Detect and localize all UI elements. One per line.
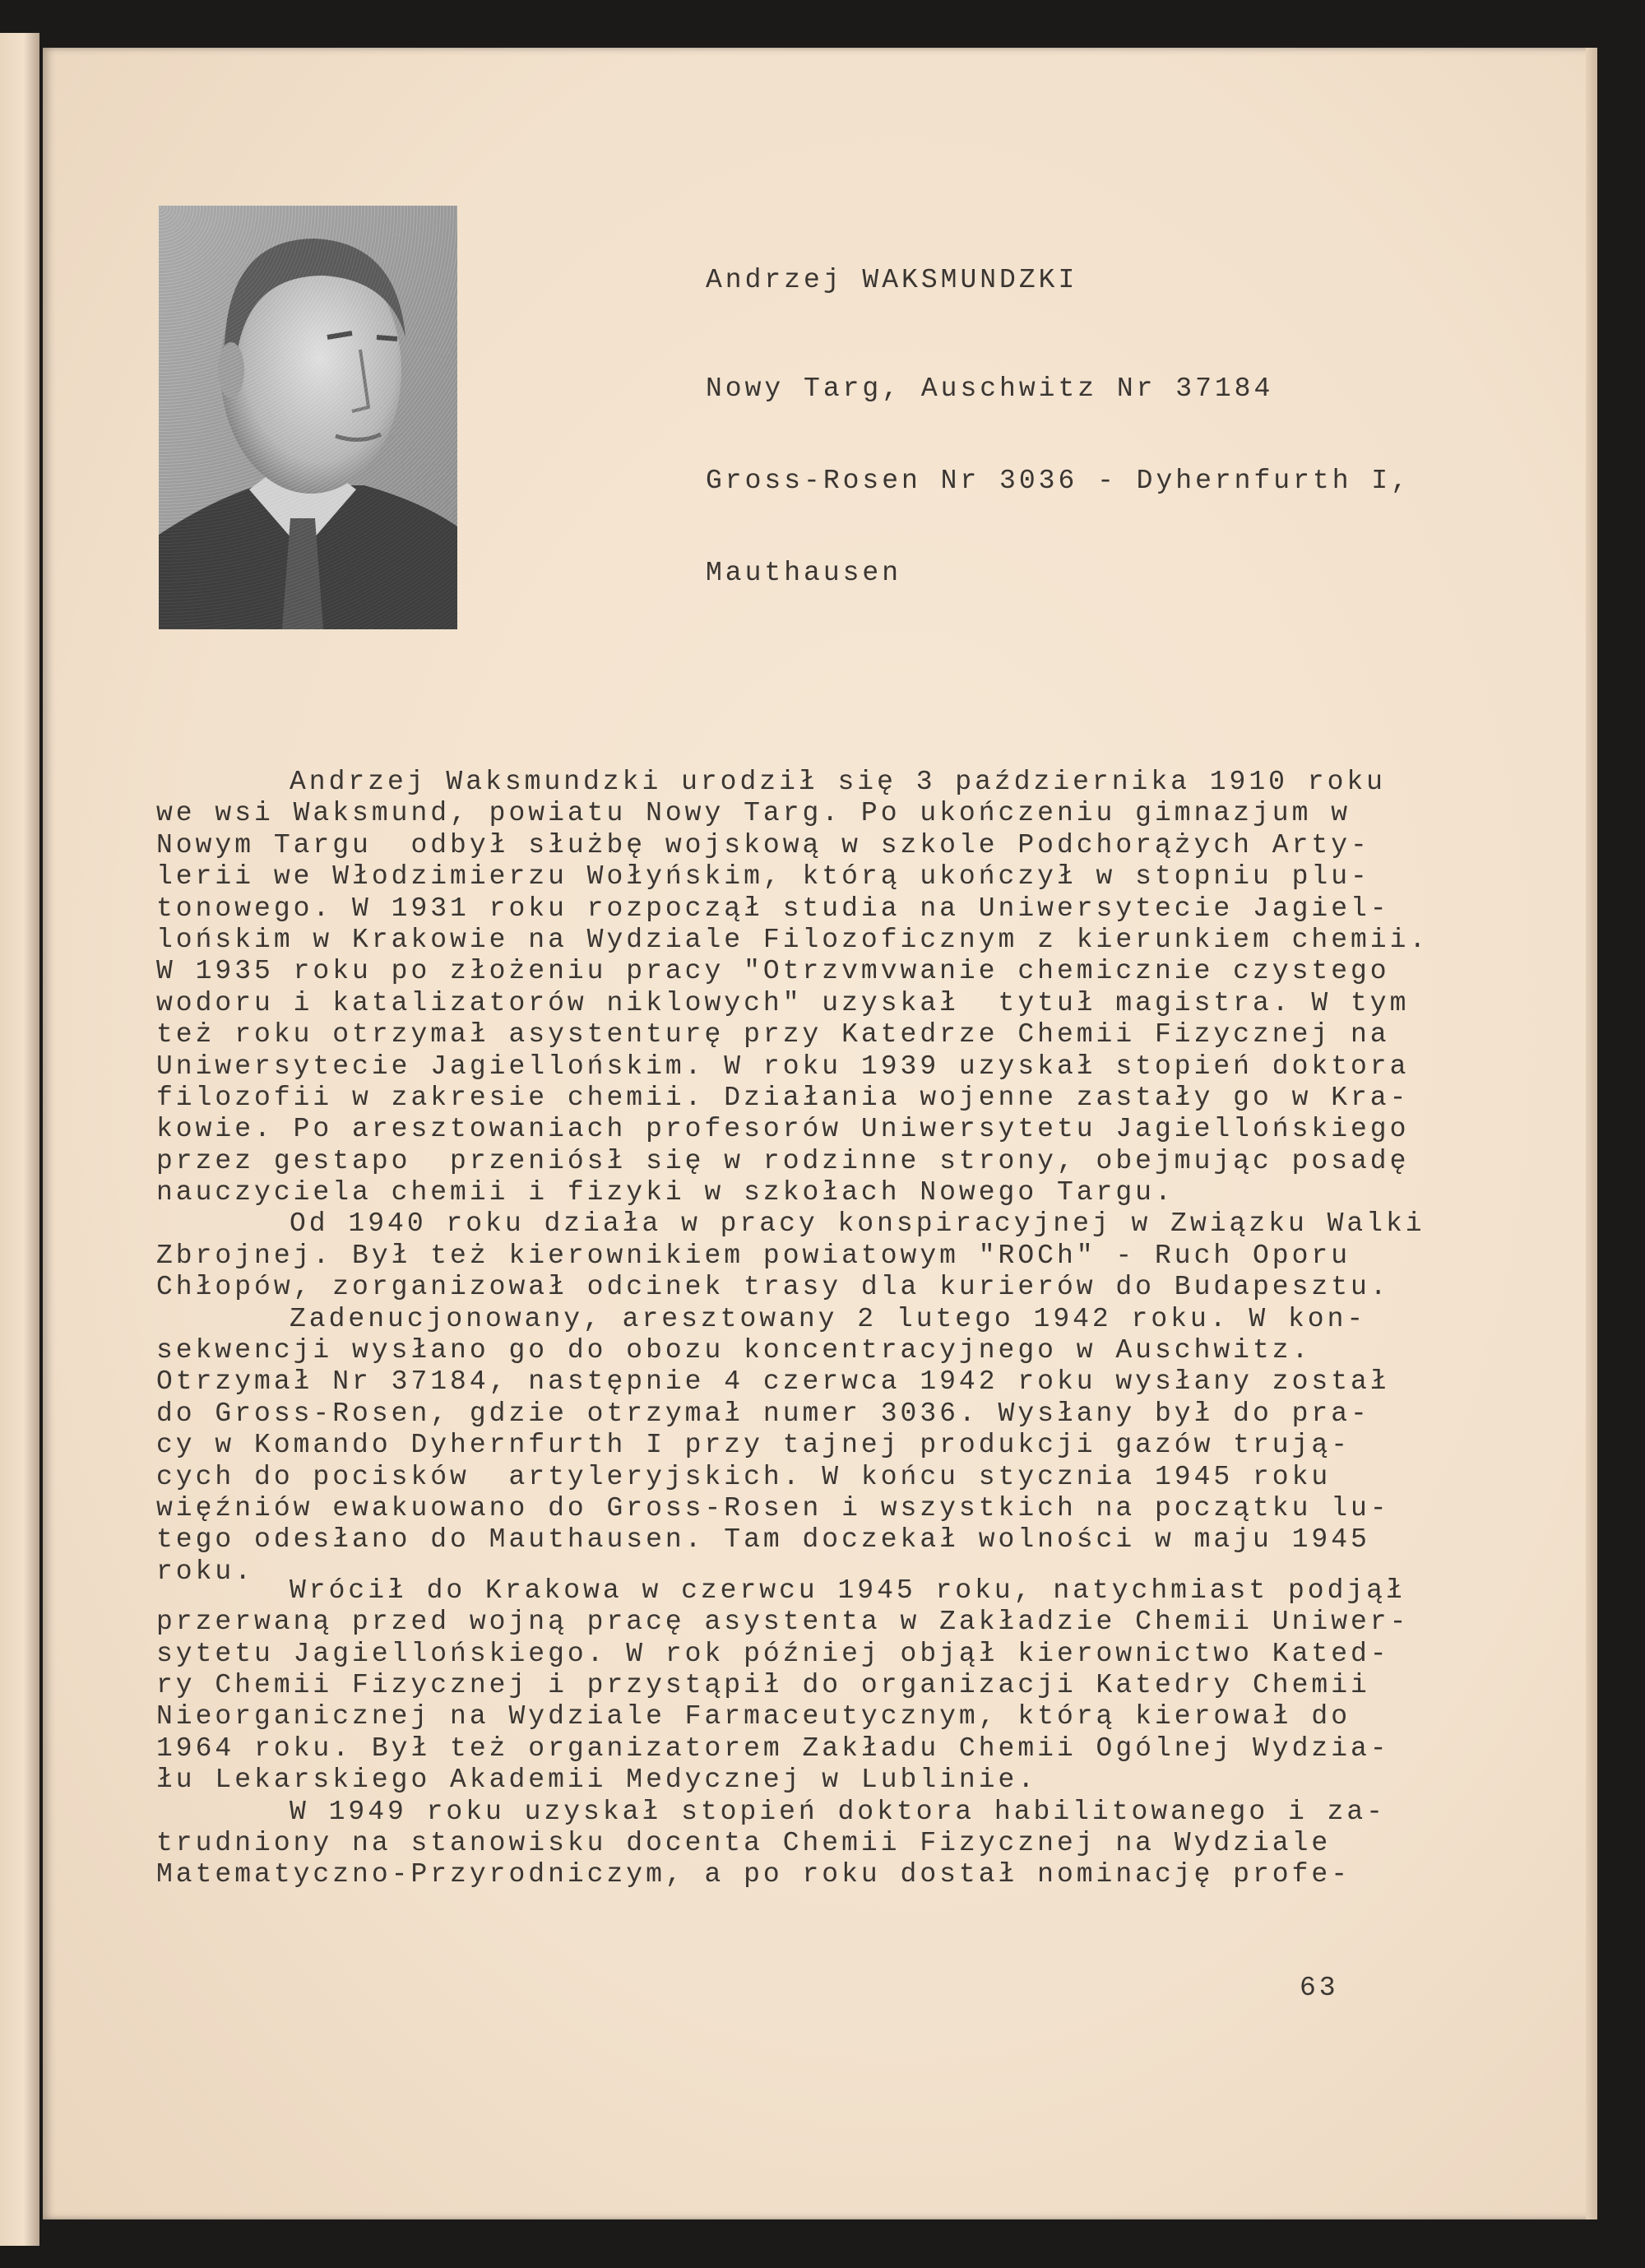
text-line: przez gestapo przeniósł się w rodzinne strony, obejmując posadę	[156, 1145, 1410, 1176]
text-line: tonowego. W 1931 roku rozpoczął studia na Uniwersytecie Jagiel-	[156, 893, 1390, 924]
text-line: Wrócił do Krakowa w czerwcu 1945 roku, natychmiast podjął	[290, 1575, 1406, 1606]
paragraph	[156, 1575, 1429, 1797]
text-line: lerii we Włodzimierzu Wołyńskim, którą ukończył w stopniu plu-	[156, 861, 1370, 893]
text-line: Nowym Targu odbył służbę wojskową w szkole Podchorążych Arty-	[156, 829, 1370, 860]
halftone-overlay	[159, 206, 457, 629]
paragraph	[156, 1303, 1429, 1587]
biography-header	[706, 204, 1411, 650]
text-line: ry Chemii Fizycznej i przystąpił do organizacji Katedry Chemii	[156, 1669, 1370, 1700]
text-line: Nieorganicznej na Wydziale Farmaceutycznym, którą kierował do	[156, 1701, 1351, 1732]
text-line: Chłopów, zorganizował odcinek trasy dla kurierów do Budapesztu.	[156, 1272, 1390, 1303]
text-line: przerwaną przed wojną pracę asystenta w Zakładzie Chemii Uniwer-	[156, 1607, 1410, 1638]
header-line: Nowy Targ, Auschwitz Nr 37184	[706, 373, 1274, 404]
text-line: Uniwersytecie Jagiellońskim. W roku 1939 uzyskał stopień doktora	[156, 1051, 1410, 1082]
text-line: 1964 roku. Był też organizatorem Zakładu Chemii Ogólnej Wydzia-	[156, 1732, 1390, 1764]
text-line: roku.	[156, 1556, 255, 1587]
text-line: cy w Komando Dyhernfurth I przy tajnej produkcji gazów trują-	[156, 1430, 1351, 1461]
text-line: Otrzymał Nr 37184, następnie 4 czerwca 1942 roku wysłany został	[156, 1366, 1390, 1398]
text-line: sytetu Jagiellońskiego. W rok później objął kierownictwo Kated-	[156, 1638, 1390, 1669]
person-name: Andrzej WAKSMUNDZKI	[706, 265, 1078, 295]
text-line: Od 1940 roku działa w pracy konspiracyjnej w Związku Walki	[290, 1208, 1425, 1240]
text-line: W 1949 roku uzyskał stopień doktora habilitowanego i za-	[290, 1796, 1386, 1827]
header-line: Mauthausen	[706, 558, 902, 588]
text-line: wodoru i katalizatorów niklowych" uzyskał tytuł magistra. W tym	[156, 987, 1410, 1018]
text-line: nauczyciela chemii i fizyki w szkołach Nowego Targu.	[156, 1177, 1175, 1208]
text-line: Matematyczno-Przyrodniczym, a po roku dostał nominację profe-	[156, 1859, 1351, 1890]
biography-text	[156, 767, 1429, 1891]
text-line: sekwencji wysłano go do obozu koncentracyjnego w Auschwitz.	[156, 1335, 1312, 1366]
text-line: W 1935 roku po złożeniu pracy "Otrzvmvwanie chemicznie czystego	[156, 956, 1390, 987]
portrait-photo	[159, 206, 457, 629]
text-line: Andrzej Waksmundzki urodził się 3 października 1910 roku	[290, 767, 1386, 797]
text-line: filozofii w zakresie chemii. Działania wojenne zastały go w Kra-	[156, 1082, 1410, 1113]
text-line: Zbrojnej. Był też kierownikiem powiatowym "ROCh" - Ruch Oporu	[156, 1240, 1351, 1271]
text-line: też roku otrzymał asystenturę przy Katedrze Chemii Fizycznej na	[156, 1019, 1390, 1051]
page-edge	[1586, 48, 1597, 2219]
paragraph	[156, 1208, 1429, 1303]
text-line: Zadenucjonowany, aresztowany 2 lutego 1942 roku. W kon-	[290, 1303, 1367, 1334]
text-line: łu Lekarskiego Akademii Medycznej w Lublinie.	[156, 1765, 1038, 1796]
text-line: we wsi Waksmund, powiatu Nowy Targ. Po ukończeniu gimnazjum w	[156, 798, 1351, 829]
text-line: lońskim w Krakowie na Wydziale Filozoficznym z kierunkiem chemii.	[156, 924, 1430, 955]
paragraph	[156, 767, 1429, 1208]
text-line: cych do pocisków artyleryjskich. W końcu stycznia 1945 roku	[156, 1461, 1332, 1492]
previous-page-edge	[0, 33, 39, 2246]
page-number: 63	[1300, 1973, 1339, 2003]
text-line: do Gross-Rosen, gdzie otrzymał numer 3036. Wysłany był do pra-	[156, 1398, 1370, 1429]
paragraph	[156, 1797, 1429, 1891]
text-line: kowie. Po aresztowaniach profesorów Uniwersytetu Jagiellońskiego	[156, 1114, 1410, 1145]
text-line: więźniów ewakuowano do Gross-Rosen i wszystkich na początku lu-	[156, 1492, 1390, 1524]
text-line: trudniony na stanowisku docenta Chemii Fizycznej na Wydziale	[156, 1827, 1332, 1858]
header-line: Gross-Rosen Nr 3036 - Dyhernfurth I,	[706, 466, 1411, 496]
text-line: tego odesłano do Mauthausen. Tam doczekał wolności w maju 1945	[156, 1524, 1370, 1556]
document-page	[43, 48, 1597, 2219]
